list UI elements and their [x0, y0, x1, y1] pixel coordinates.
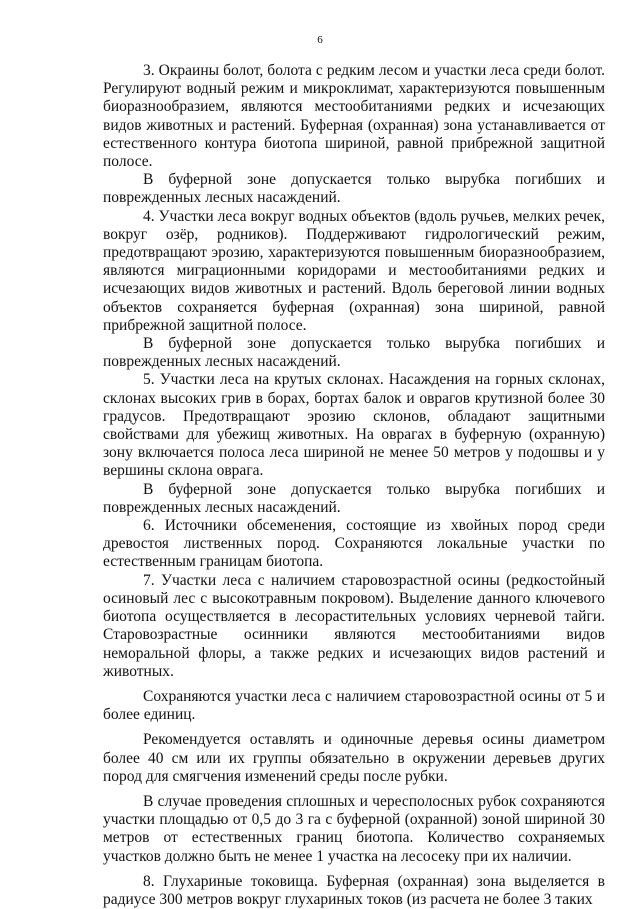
- document-body: [103, 62, 605, 909]
- paragraph-swamp-edges: 3. Окраины болот, болота с редким лесом и участки леса среди болот. Регулируют водный режим и микроклимат, характеризуются повышенным биоразнообразием, являются местообитаниями редких и исчезающих видов животных и растений. Буферная (охранная) зона устанавливается от естественного контура биотопа шириной, равной прибрежной защитной полосе.: [103, 62, 605, 171]
- paragraph-buffer-zone-rule: В буферной зоне допускается только вырубка погибших и поврежденных лесных насаждений.: [103, 335, 605, 371]
- paragraph-buffer-zone-rule: В буферной зоне допускается только вырубка погибших и поврежденных лесных насаждений.: [103, 171, 605, 207]
- paragraph-water-bodies: 4. Участки леса вокруг водных объектов (вдоль ручьев, мелких речек, вокруг озёр, родников). Поддерживают гидрологический режим, предотвращают эрозию, характеризуются повышенным биоразнообразием, являются миграционными коридорами и местообитаниями редких и исчезающих видов животных и растений. Вдоль береговой линии водных объектов сохраняется буферная (охранная) зона шириной, равной прибрежной защитной полосе.: [103, 207, 605, 334]
- paragraph-buffer-zone-rule: В буферной зоне допускается только вырубка погибших и поврежденных лесных насаждений.: [103, 480, 605, 516]
- page-number: 6: [317, 34, 323, 46]
- paragraph-aspen-retention: Сохраняются участки леса с наличием старовозрастной осины от 5 и более единиц.: [103, 687, 605, 724]
- paragraph-clearcut-retention: В случае проведения сплошных и чересполосных рубок сохраняются участки площадью от 0,5 до 3 га с буферной (охранной) зоной шириной 30 метров от естественных границ биотопа. Количество сохраняемых участков должно быть не менее 1 участка на лесосеку при их наличии.: [103, 792, 605, 865]
- paragraph-steep-slopes: 5. Участки леса на крутых склонах. Насаждения на горных склонах, склонах высоких грив в борах, бортах балок и оврагов крутизной более 30 градусов. Предотвращают эрозию склонов, обладают защитными свойствами для убежищ животных. На оврагах в буферную (охранную) зону включается полоса леса шириной не менее 50 метров у подошвы и у вершины склона оврага.: [103, 371, 605, 480]
- paragraph-seed-sources: 6. Источники обсеменения, состоящие из хвойных пород среди древостоя лиственных пород. Сохраняются локальные участки по естественным границам биотопа.: [103, 517, 605, 571]
- paragraph-capercaillie-leks: 8. Глухариные токовища. Буферная (охранная) зона выделяется в радиусе 300 метров вокруг глухариных токов (из расчета не более 3 таких: [103, 872, 605, 908]
- paragraph-aspen-recommendation: Рекомендуется оставлять и одиночные деревья осины диаметром более 40 см или их группы обязательно в окружении деревьев других пород для смягчения изменений среды после рубки.: [103, 731, 605, 785]
- paragraph-old-aspen: 7. Участки леса с наличием старовозрастной осины (редкостойный осиновый лес с высокотравным покровом). Выделение данного ключевого биотопа осуществляется в лесорастительных условиях черневой тайги. Старовозрастные осинники являются местообитаниями видов неморальной флоры, а также редких и исчезающих видов растений и животных.: [103, 571, 605, 680]
